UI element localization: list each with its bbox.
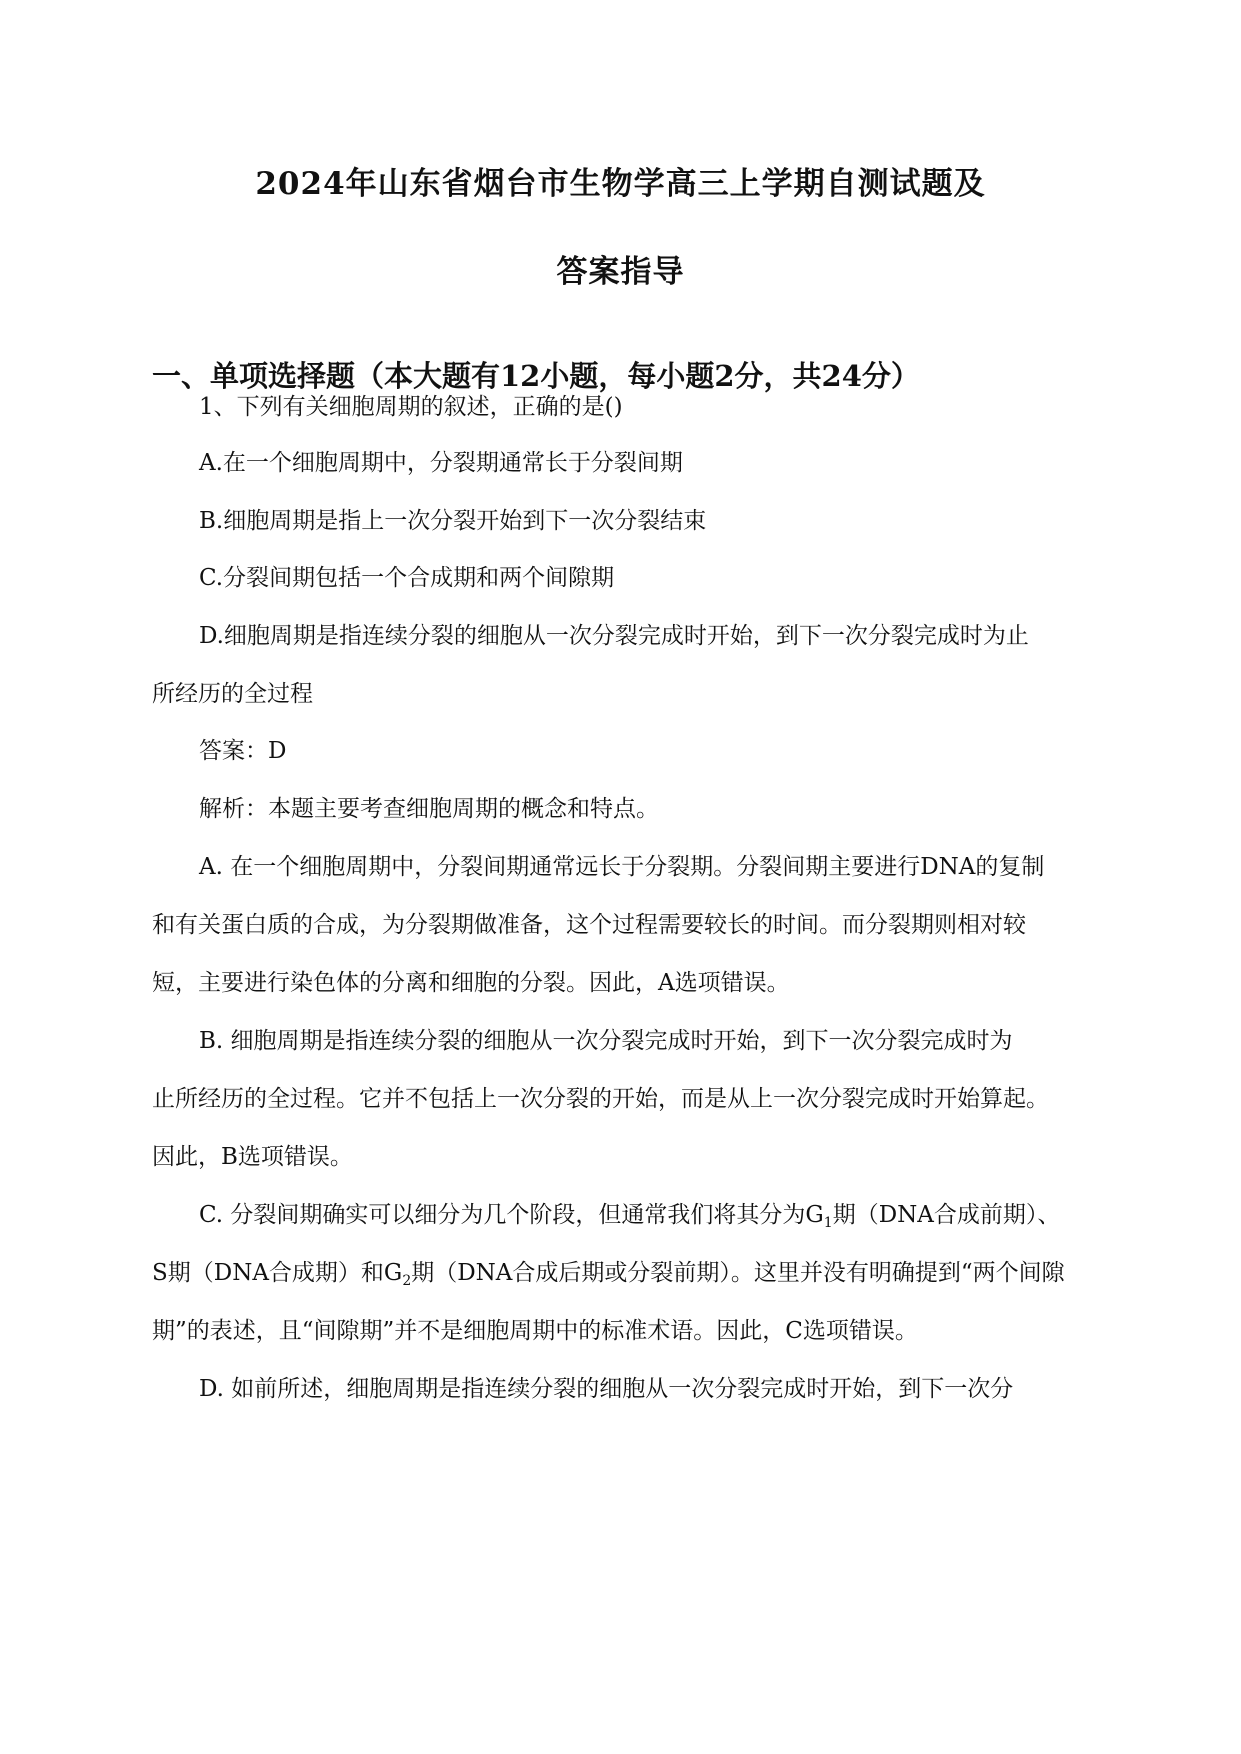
analysis-c-line-2-text: S期（DNA合成期）和G [152,1260,403,1286]
analysis-a-line-2: 和有关蛋白质的合成，为分裂期做准备，这个过程需要较长的时间。而分裂期则相对较 [152,912,1026,938]
analysis-c-line-3: 期”的表述，且“间隙期”并不是细胞周期中的标准术语。因此，C选项错误。 [152,1318,918,1344]
option-b: B.细胞周期是指上一次分裂开始到下一次分裂结束 [199,508,707,534]
analysis-b-line-2: 止所经历的全过程。它并不包括上一次分裂的开始，而是从上一次分裂完成时开始算起。 [152,1086,1049,1112]
subscript-2: 2 [402,1273,412,1289]
document-title-line-2: 答案指导 [556,254,685,290]
analysis-c-line-2-text-end: 期（DNA合成后期或分裂前期）。这里并没有明确提到“两个间隙 [411,1260,1065,1286]
analysis-b-line-1: B. 细胞周期是指连续分裂的细胞从一次分裂完成时开始，到下一次分裂完成时为 [199,1028,1013,1054]
option-a: A.在一个细胞周期中，分裂期通常长于分裂间期 [199,450,683,476]
analysis-c-line-1 [199,1200,1060,1238]
analysis-a-line-1: A. 在一个细胞周期中，分裂间期通常远长于分裂期。分裂间期主要进行DNA的复制 [199,854,1045,880]
option-c: C.分裂间期包括一个合成期和两个间隙期 [199,565,615,591]
analysis-c-line-2 [152,1258,1065,1296]
analysis-a-line-3: 短，主要进行染色体的分离和细胞的分裂。因此，A选项错误。 [152,970,790,996]
analysis-c-line-1-text: C. 分裂间期确实可以细分为几个阶段，但通常我们将其分为G [199,1202,824,1228]
option-d-line-2: 所经历的全过程 [152,681,313,707]
question-stem: 1、下列有关细胞周期的叙述，正确的是() [199,394,623,420]
analysis-c-line-1-text-end: 期（DNA合成前期）、 [832,1202,1061,1228]
section-heading: 一、单项选择题（本大题有12小题，每小题2分，共24分） [152,359,920,393]
analysis-d-line-1: D. 如前所述，细胞周期是指连续分裂的细胞从一次分裂完成时开始，到下一次分 [199,1376,1014,1402]
option-d-line-1: D.细胞周期是指连续分裂的细胞从一次分裂完成时开始，到下一次分裂完成时为止 [199,623,1029,649]
answer-line: 答案：D [199,738,287,764]
document-title-line-1: 2024年山东省烟台市生物学高三上学期自测试题及 [255,166,986,202]
analysis-intro: 解析：本题主要考查细胞周期的概念和特点。 [199,796,659,822]
subscript-1: 1 [823,1215,833,1231]
analysis-b-line-3: 因此，B选项错误。 [152,1144,353,1170]
